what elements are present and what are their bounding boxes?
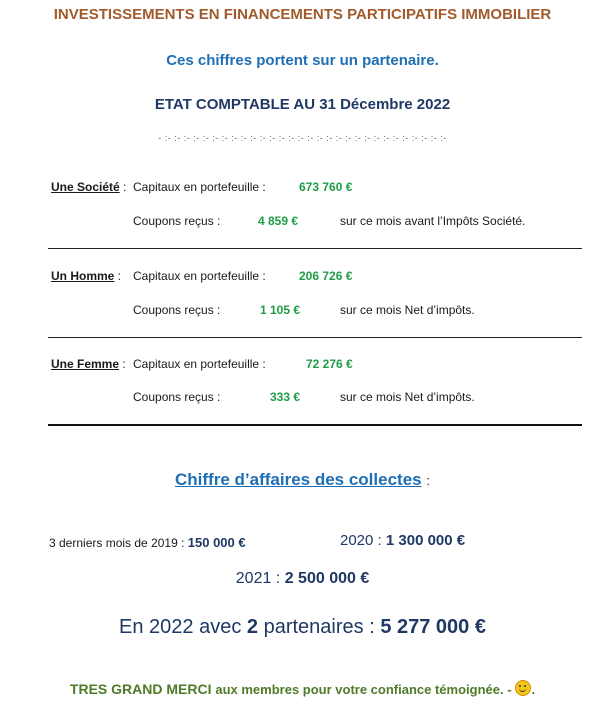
ca-heading-text: Chiffre d’affaires des collectes <box>175 470 422 489</box>
entry-femme-capital-value: 72 276 € <box>306 357 353 371</box>
entry-homme-capital-label: Capitaux en portefeuille : <box>133 269 266 283</box>
entry-societe-coupons-note: sur ce mois avant l’Impôts Société. <box>340 214 526 228</box>
entry-femme-coupons-label: Coupons reçus : <box>133 390 221 404</box>
entry-homme-coupons-label: Coupons reçus : <box>133 303 221 317</box>
entry-societe-label: Une Société : <box>51 180 127 194</box>
entry-femme-label: Une Femme : <box>51 357 126 371</box>
entry-femme-capital-label: Capitaux en portefeuille : <box>133 357 266 371</box>
entry-homme-coupons-value: 1 105 € <box>260 303 301 317</box>
ca-2021: 2021 : 2 500 000 € <box>235 570 370 587</box>
entry-femme-coupons-note: sur ce mois Net d’impôts. <box>340 390 475 404</box>
smiley-icon <box>515 680 531 696</box>
ca-2020: 2020 : 1 300 000 € <box>340 532 466 549</box>
divider-thick <box>48 424 582 426</box>
subtitle: Ces chiffres portent sur un partenaire. <box>166 52 439 69</box>
ca-2022: En 2022 avec 2 partenaires : 5 277 000 € <box>119 616 486 638</box>
entry-societe-coupons-value: 4 859 € <box>258 214 299 228</box>
ca-heading: Chiffre d’affaires des collectes : <box>175 470 430 489</box>
entry-homme-capital-value: 206 726 € <box>299 269 353 283</box>
entry-femme-coupons-value: 333 € <box>270 390 301 404</box>
entry-societe-coupons-label: Coupons reçus : <box>133 214 221 228</box>
ca-2019: 3 derniers mois de 2019 : 150 000 € <box>49 535 246 550</box>
entry-societe-capital-value: 673 760 € <box>299 180 353 194</box>
separator-dashes: - :- :- :- :- :- :- :- :- :- :- :- :- :- :- :- :- :- :- :- :- :- :- :- :- :- :- :- :- :- :- <box>158 133 447 143</box>
entry-homme-label: Un Homme : <box>51 269 122 283</box>
divider <box>48 337 582 338</box>
entry-societe-capital-label: Capitaux en portefeuille : <box>133 180 266 194</box>
divider <box>48 248 582 249</box>
entry-homme-coupons-note: sur ce mois Net d’impôts. <box>340 303 475 317</box>
document-title: INVESTISSEMENTS EN FINANCEMENTS PARTICIPATIFS IMMOBILIER <box>53 6 552 23</box>
merci-line: TRES GRAND MERCI aux membres pour votre confiance témoignée. - . <box>69 681 536 697</box>
etat-comptable-heading: ETAT COMPTABLE AU 31 Décembre 2022 <box>154 96 451 113</box>
